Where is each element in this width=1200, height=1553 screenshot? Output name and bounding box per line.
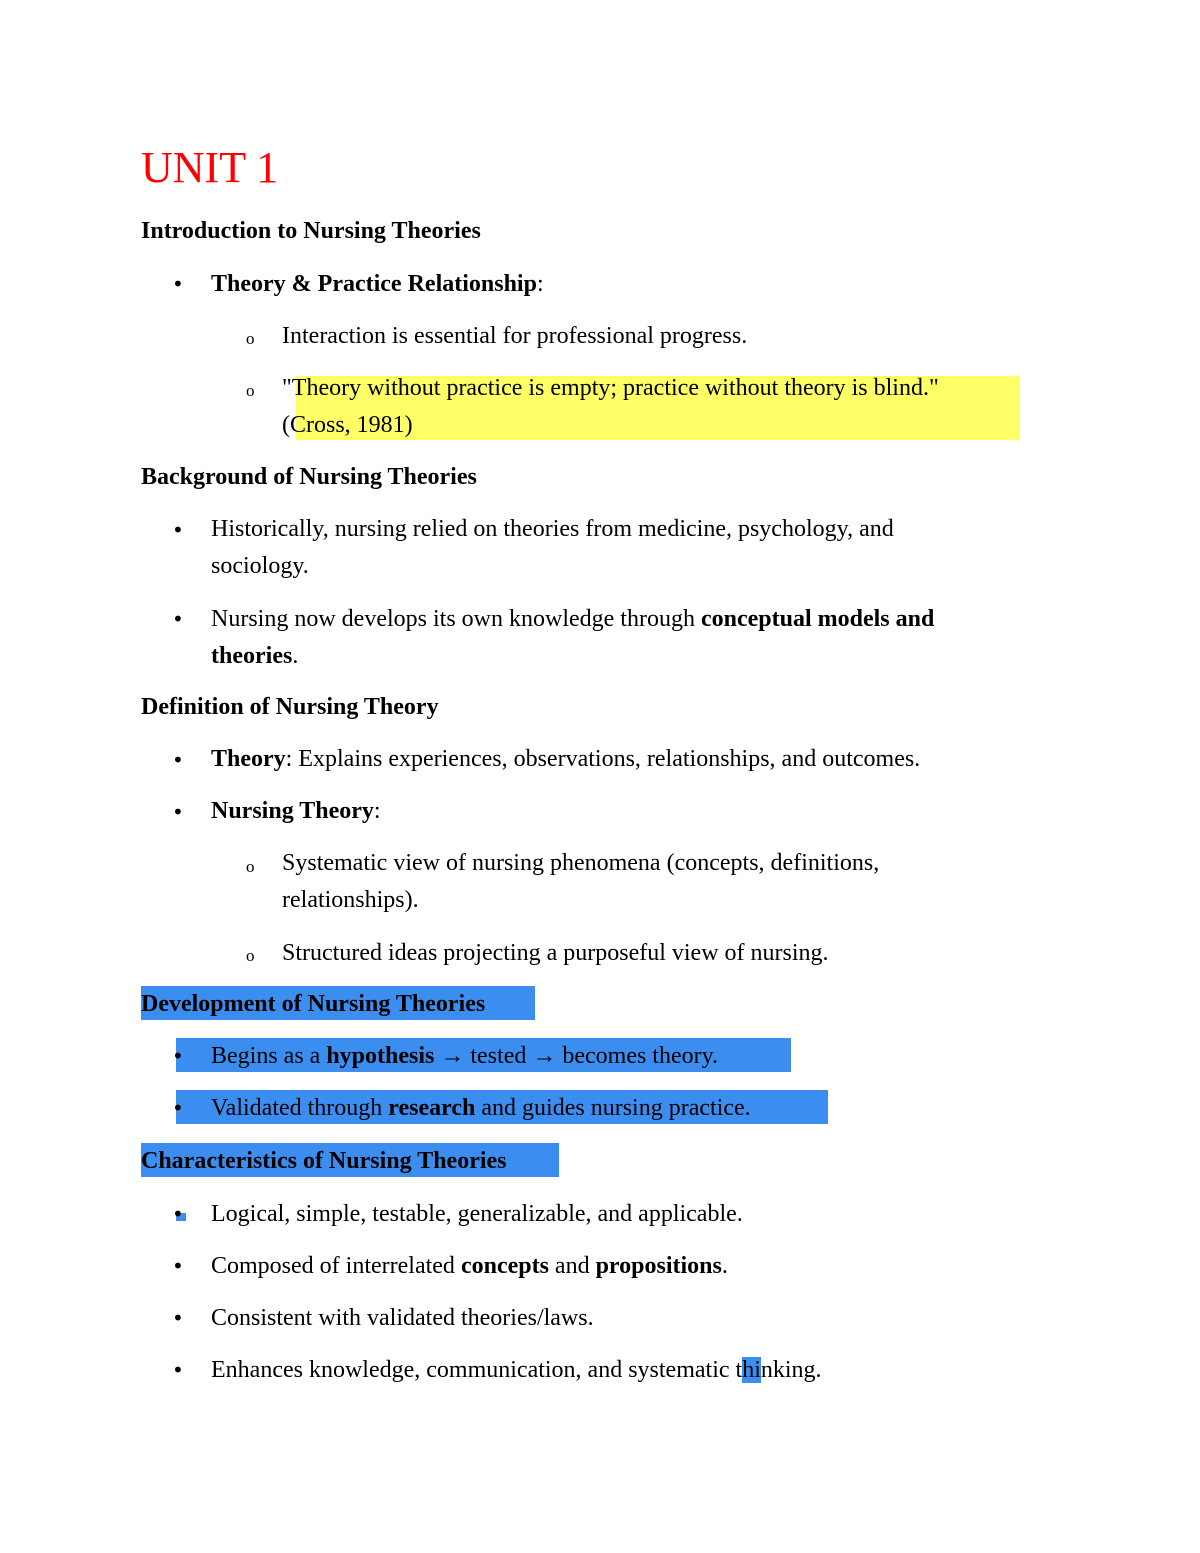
list-item: Begins as a hypothesis → tested → becomes theory.	[211, 1043, 719, 1069]
bullet-disc-icon: •	[172, 1254, 184, 1278]
bullet-circle-icon: o	[246, 946, 255, 965]
bullet-circle-icon: o	[246, 329, 255, 348]
bullet-disc-icon: •	[172, 1306, 184, 1330]
list-item: Enhances knowledge, communication, and systematic thinking.	[211, 1357, 822, 1383]
list-item: Historically, nursing relied on theories from medicine, psychology, and sociology.	[211, 516, 894, 579]
list-item: Composed of interrelated concepts and propositions.	[211, 1253, 728, 1279]
list-subitem: Systematic view of nursing phenomena (concepts, definitions, relationships).	[282, 850, 880, 913]
list-item: Validated through research and guides nursing practice.	[211, 1095, 751, 1121]
bullet-disc-icon: •	[172, 1202, 184, 1226]
bullet-disc-icon: •	[172, 800, 184, 824]
list-item: Nursing Theory:	[211, 798, 381, 824]
list-subitem: Interaction is essential for professional progress.	[282, 323, 748, 349]
heading-characteristics: Characteristics of Nursing Theories	[141, 1148, 507, 1174]
bullet-circle-icon: o	[246, 857, 255, 876]
selected-text: hi	[742, 1357, 761, 1383]
list-item: Logical, simple, testable, generalizable, and applicable.	[211, 1201, 743, 1227]
heading-background: Background of Nursing Theories	[141, 464, 477, 490]
bullet-disc-icon: •	[172, 748, 184, 772]
list-item: Consistent with validated theories/laws.	[211, 1305, 594, 1331]
list-item: Nursing now develops its own knowledge through conceptual models and theories.	[211, 606, 935, 669]
list-subitem: Structured ideas projecting a purposeful view of nursing.	[282, 940, 829, 966]
unit-title: UNIT 1	[141, 143, 279, 192]
heading-definition: Definition of Nursing Theory	[141, 694, 439, 720]
bullet-disc-icon: •	[172, 1096, 184, 1120]
bullet-disc-icon: •	[172, 272, 184, 296]
bullet-circle-icon: o	[246, 381, 255, 400]
list-subitem-quote: "Theory without practice is empty; practice without theory is blind." (Cross, 1981)	[282, 375, 939, 438]
bullet-disc-icon: •	[172, 1358, 184, 1382]
bullet-disc-icon: •	[172, 518, 184, 542]
heading-introduction: Introduction to Nursing Theories	[141, 218, 481, 244]
list-item: Theory & Practice Relationship:	[211, 271, 544, 297]
heading-development: Development of Nursing Theories	[141, 991, 486, 1017]
bullet-disc-icon: •	[172, 1044, 184, 1068]
bold-term: Theory & Practice Relationship	[211, 271, 537, 297]
bullet-disc-icon: •	[172, 607, 184, 631]
list-item: Theory: Explains experiences, observations, relationships, and outcomes.	[211, 746, 921, 772]
